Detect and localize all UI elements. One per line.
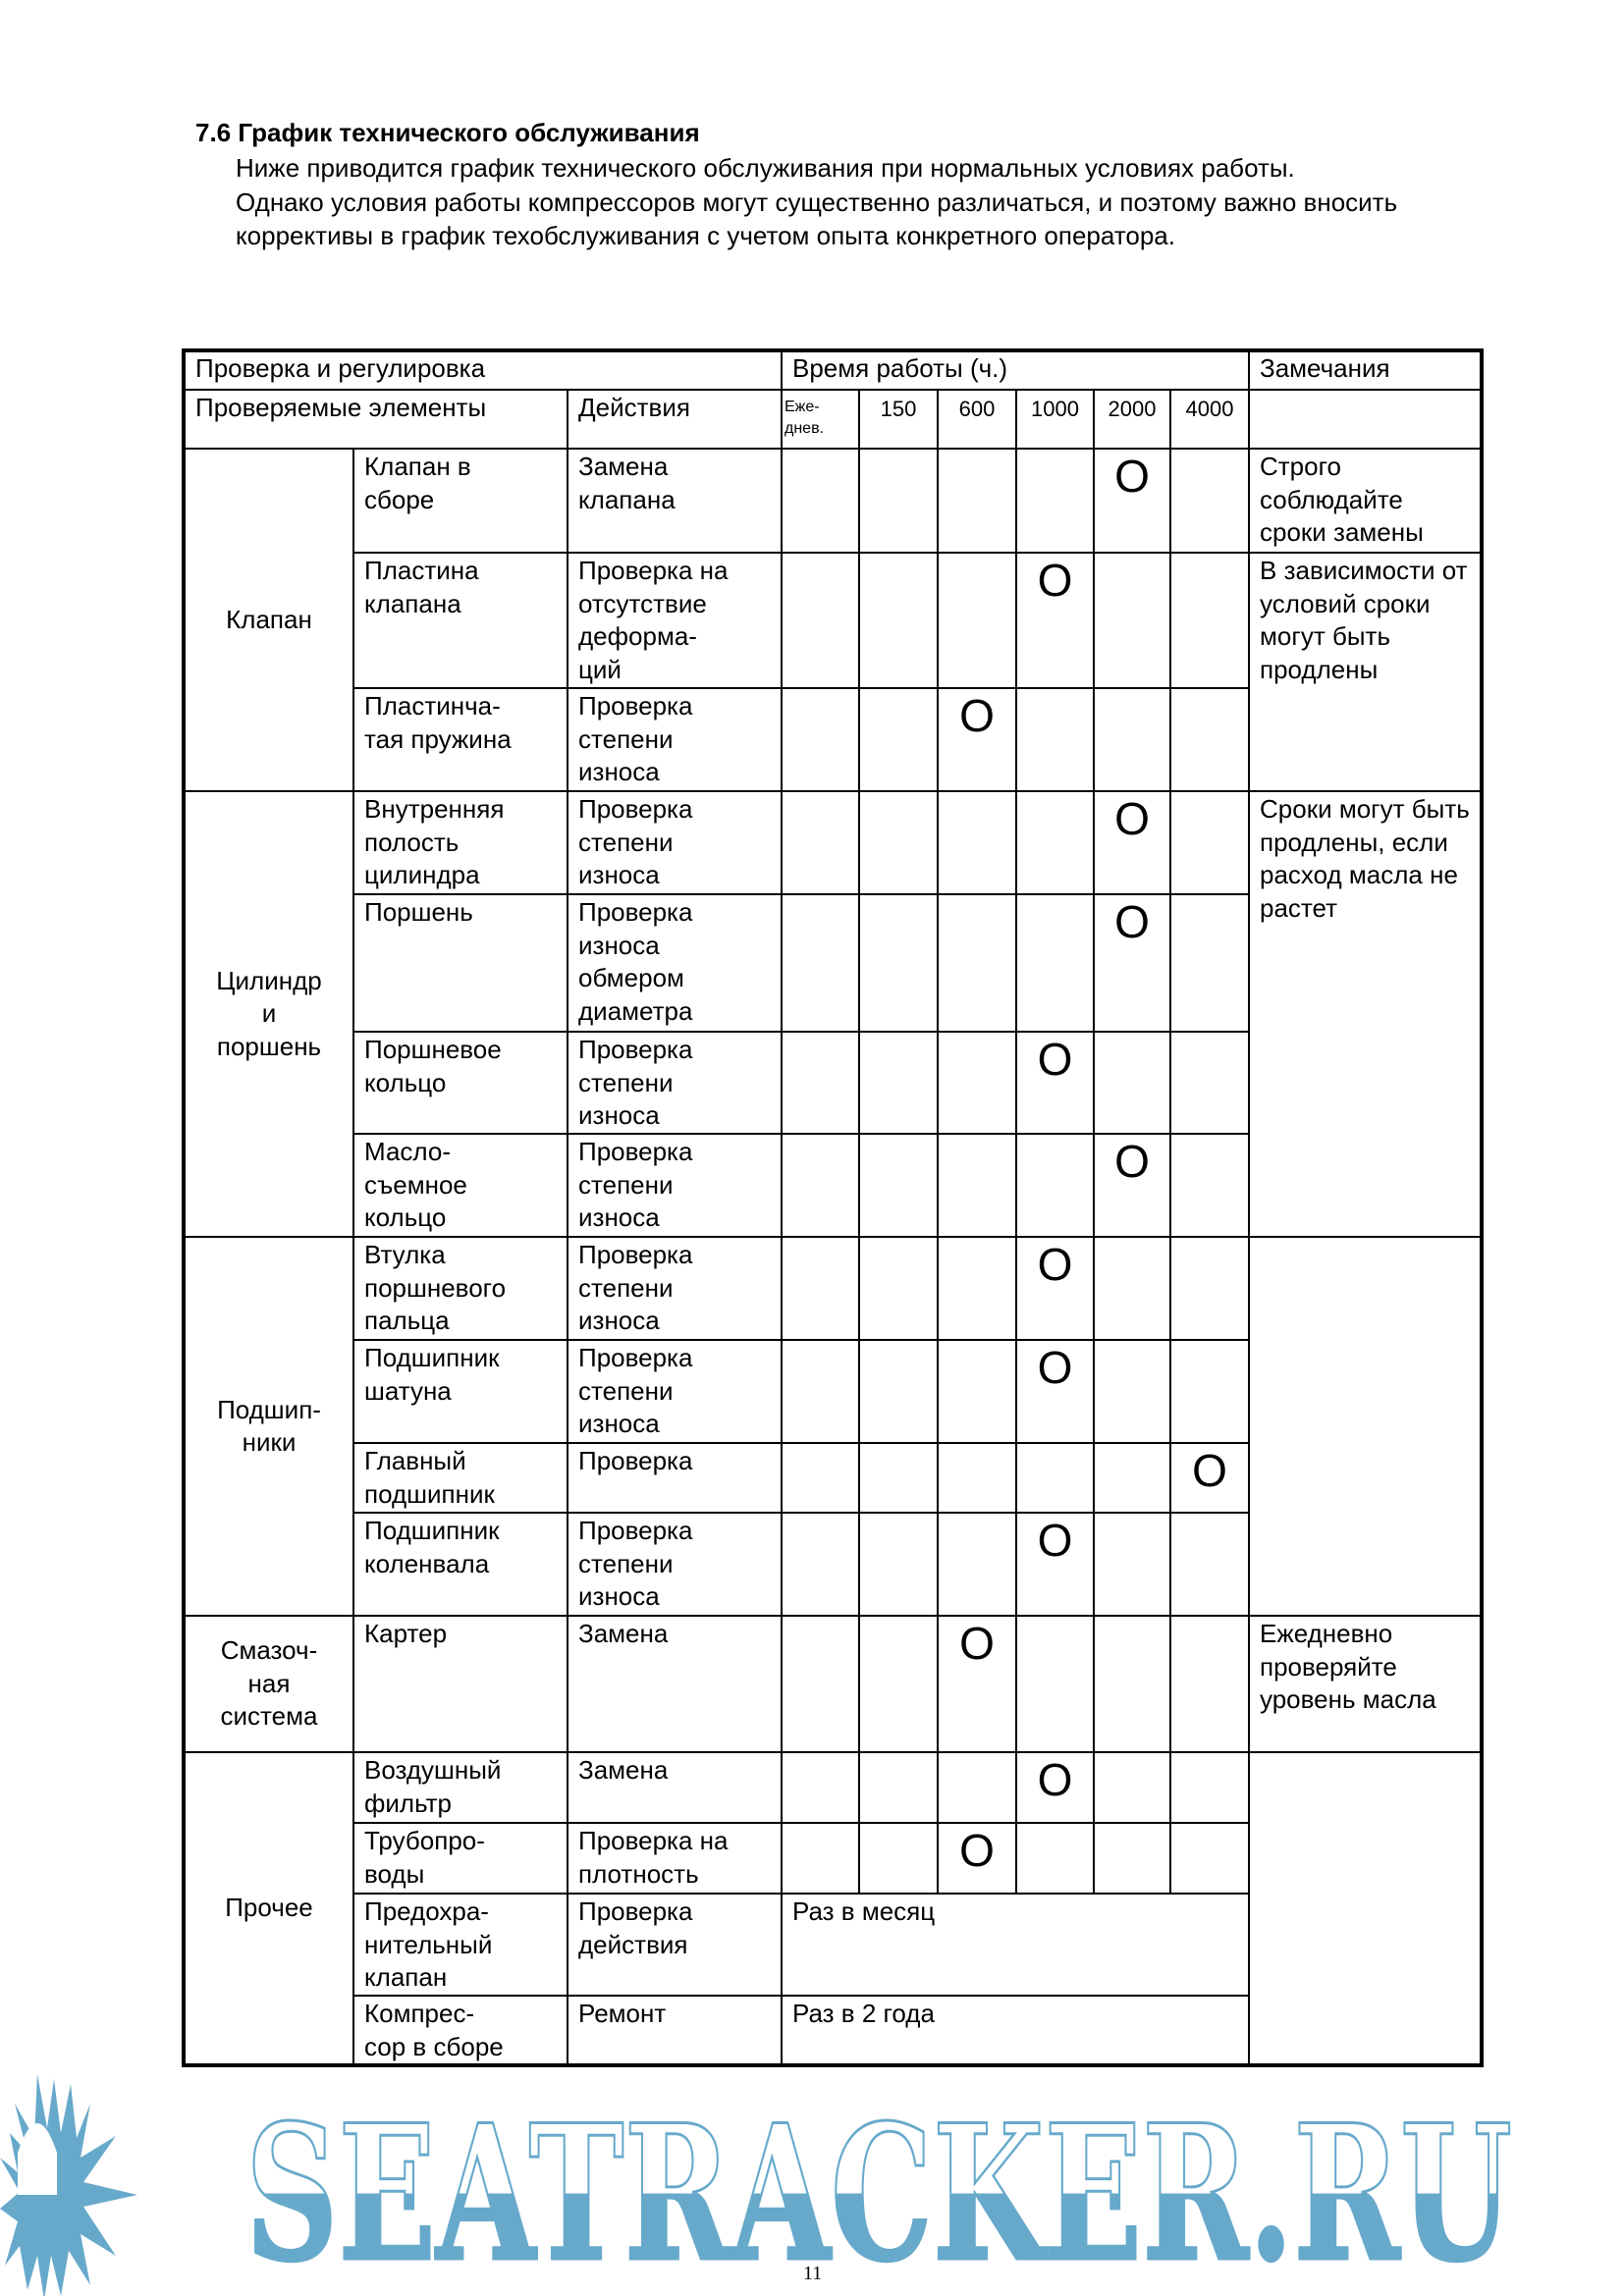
element-cell: Предохра- нительный клапан: [353, 1894, 568, 1996]
check-mark-icon: O: [1114, 793, 1150, 844]
check-mark-icon: O: [959, 1825, 995, 1876]
interval-cell: [782, 1032, 859, 1134]
action-cell: Проверка степени износа: [568, 688, 782, 791]
intro-text: [236, 151, 1453, 253]
interval-cell: [859, 1513, 938, 1616]
interval-cell: [1016, 1134, 1094, 1237]
interval-cell: [1016, 1032, 1094, 1134]
interval-cell: [1016, 553, 1094, 688]
header-remarks: Замечания: [1249, 350, 1482, 390]
header-elements: Проверяемые элементы: [184, 390, 568, 449]
group-name: Цилиндр и поршень: [184, 791, 353, 1237]
maintenance-schedule-table: [182, 348, 1484, 2067]
table-row: [184, 791, 1482, 894]
group-name: Прочее: [184, 1752, 353, 2065]
interval-cell: [938, 1237, 1016, 1340]
action-cell: Проверка на отсутствие деформа- ций: [568, 553, 782, 688]
check-mark-icon: O: [1037, 1239, 1073, 1290]
interval-cell: [782, 1513, 859, 1616]
interval-cell: [859, 1340, 938, 1443]
element-cell: Подшипник коленвала: [353, 1513, 568, 1616]
check-mark-icon: O: [1037, 1515, 1073, 1566]
interval-cell: [1094, 1237, 1170, 1340]
seatracker-watermark-logo: [0, 2059, 1623, 2296]
table-row: [184, 553, 1482, 688]
element-cell: Поршневое кольцо: [353, 1032, 568, 1134]
action-cell: Проверка степени износа: [568, 1237, 782, 1340]
remark-cell: [1249, 1752, 1482, 2065]
interval-cell: [1094, 791, 1170, 894]
interval-cell: [859, 553, 938, 688]
action-cell: Проверка степени износа: [568, 1340, 782, 1443]
interval-cell: [782, 1237, 859, 1340]
check-mark-icon: O: [1114, 1136, 1150, 1187]
interval-cell: [938, 688, 1016, 791]
interval-cell: [1016, 1513, 1094, 1616]
interval-cell: [782, 553, 859, 688]
interval-cell: [859, 1823, 938, 1894]
header-interval-1000: 1000: [1016, 390, 1094, 449]
action-cell: Замена клапана: [568, 449, 782, 553]
element-cell: Внутренняя полость цилиндра: [353, 791, 568, 894]
action-cell: Проверка: [568, 1443, 782, 1513]
action-cell: Проверка степени износа: [568, 1134, 782, 1237]
table-row: [184, 1237, 1482, 1340]
interval-cell: [1170, 1134, 1249, 1237]
period-cell: Раз в 2 года: [782, 1996, 1249, 2065]
remark-cell: Сроки могут быть продлены, если расход масла не растет: [1249, 791, 1482, 1237]
remark-cell: В зависимости от условий сроки могут быть продлены: [1249, 553, 1482, 791]
interval-cell: [938, 1340, 1016, 1443]
interval-cell: [938, 1032, 1016, 1134]
interval-cell: [1170, 1032, 1249, 1134]
element-cell: Масло- съемное кольцо: [353, 1134, 568, 1237]
element-cell: Втулка поршневого пальца: [353, 1237, 568, 1340]
interval-cell: [1016, 791, 1094, 894]
header-time: Время работы (ч.): [782, 350, 1249, 390]
interval-cell: [1170, 1443, 1249, 1513]
interval-cell: [782, 1752, 859, 1823]
intro-paragraph: Ниже приводится график технического обслуживания при нормальных условиях работы.: [236, 153, 1295, 183]
header-row-1: [184, 350, 1482, 390]
interval-cell: [938, 1616, 1016, 1752]
interval-cell: [1094, 553, 1170, 688]
element-cell: Картер: [353, 1616, 568, 1752]
element-cell: Подшипник шатуна: [353, 1340, 568, 1443]
interval-cell: [782, 1443, 859, 1513]
period-cell: Раз в месяц: [782, 1894, 1249, 1996]
action-cell: Проверка действия: [568, 1894, 782, 1996]
interval-cell: [1094, 449, 1170, 553]
table-row: [184, 449, 1482, 553]
interval-cell: [859, 1134, 938, 1237]
interval-cell: [782, 449, 859, 553]
interval-cell: [1094, 1340, 1170, 1443]
interval-cell: [938, 1823, 1016, 1894]
header-check: Проверка и регулировка: [184, 350, 782, 390]
header-interval-2000: 2000: [1094, 390, 1170, 449]
remark-cell: Строго соблюдайте сроки замены: [1249, 449, 1482, 553]
header-actions: Действия: [568, 390, 782, 449]
interval-cell: [1170, 894, 1249, 1032]
interval-cell: [1170, 1823, 1249, 1894]
header-interval-150: 150: [859, 390, 938, 449]
action-cell: Проверка износа обмером диаметра: [568, 894, 782, 1032]
interval-cell: [938, 1134, 1016, 1237]
interval-cell: [859, 449, 938, 553]
intro-paragraph: Однако условия работы компрессоров могут существенно различаться, и поэтому важно вносить коррективы в график техобслуживания с учетом опыта конкретного оператора.: [236, 187, 1398, 250]
interval-cell: [1016, 1443, 1094, 1513]
check-mark-icon: O: [1114, 451, 1150, 502]
interval-cell: [1016, 894, 1094, 1032]
interval-cell: [1016, 1823, 1094, 1894]
group-name: Клапан: [184, 449, 353, 791]
interval-cell: [782, 688, 859, 791]
interval-cell: [1016, 1616, 1094, 1752]
action-cell: Ремонт: [568, 1996, 782, 2065]
check-mark-icon: O: [1037, 1034, 1073, 1085]
action-cell: Проверка степени износа: [568, 1513, 782, 1616]
element-cell: Трубопро- воды: [353, 1823, 568, 1894]
interval-cell: [859, 688, 938, 791]
interval-cell: [938, 553, 1016, 688]
interval-cell: [1094, 1752, 1170, 1823]
interval-cell: [782, 1616, 859, 1752]
group-name: Смазоч- ная система: [184, 1616, 353, 1752]
check-mark-icon: O: [1037, 1754, 1073, 1805]
interval-cell: [1094, 1513, 1170, 1616]
interval-cell: [782, 1823, 859, 1894]
table-row: [184, 1752, 1482, 1823]
page-number: 11: [803, 2263, 823, 2284]
interval-cell: [1170, 1752, 1249, 1823]
interval-cell: [859, 791, 938, 894]
interval-cell: [859, 1752, 938, 1823]
check-mark-icon: O: [1114, 896, 1150, 947]
element-cell: Главный подшипник: [353, 1443, 568, 1513]
action-cell: Замена: [568, 1616, 782, 1752]
watermark-text: SEATRACKER.RU: [245, 2084, 1512, 2296]
interval-cell: [782, 894, 859, 1032]
interval-cell: [1016, 1237, 1094, 1340]
header-interval-600: 600: [938, 390, 1016, 449]
interval-cell: [1094, 1032, 1170, 1134]
section-heading: 7.6 График технического обслуживания: [195, 118, 700, 147]
interval-cell: [1094, 1616, 1170, 1752]
interval-cell: [1170, 1616, 1249, 1752]
table-row: [184, 1616, 1482, 1752]
interval-cell: [1094, 1134, 1170, 1237]
interval-cell: [1170, 791, 1249, 894]
interval-cell: [1094, 894, 1170, 1032]
action-cell: Проверка степени износа: [568, 791, 782, 894]
interval-cell: [1016, 1340, 1094, 1443]
remark-cell: Ежедневно проверяйте уровень масла: [1249, 1616, 1482, 1752]
interval-cell: [1094, 1823, 1170, 1894]
action-cell: Проверка на плотность: [568, 1823, 782, 1894]
interval-cell: [1016, 1752, 1094, 1823]
action-cell: Замена: [568, 1752, 782, 1823]
interval-cell: [1170, 688, 1249, 791]
interval-cell: [938, 449, 1016, 553]
interval-cell: [782, 1340, 859, 1443]
action-cell: Проверка степени износа: [568, 1032, 782, 1134]
remark-cell: [1249, 1237, 1482, 1616]
header-interval-daily: Еже- днев.: [782, 390, 859, 449]
header-row-2: [184, 390, 1482, 449]
interval-cell: [859, 894, 938, 1032]
header-interval-4000: 4000: [1170, 390, 1249, 449]
sun-icon: [0, 2074, 137, 2296]
element-cell: Пластина клапана: [353, 553, 568, 688]
interval-cell: [938, 1513, 1016, 1616]
interval-cell: [1094, 688, 1170, 791]
interval-cell: [1170, 449, 1249, 553]
interval-cell: [938, 894, 1016, 1032]
interval-cell: [1170, 1513, 1249, 1616]
check-mark-icon: O: [1037, 555, 1073, 606]
interval-cell: [859, 1032, 938, 1134]
interval-cell: [1170, 1237, 1249, 1340]
interval-cell: [1170, 553, 1249, 688]
interval-cell: [1170, 1340, 1249, 1443]
interval-cell: [1016, 688, 1094, 791]
interval-cell: [782, 1134, 859, 1237]
interval-cell: [1094, 1443, 1170, 1513]
element-cell: Пластинча- тая пружина: [353, 688, 568, 791]
interval-cell: [859, 1237, 938, 1340]
interval-cell: [782, 791, 859, 894]
element-cell: Поршень: [353, 894, 568, 1032]
interval-cell: [1016, 449, 1094, 553]
check-mark-icon: O: [1037, 1342, 1073, 1393]
check-mark-icon: O: [959, 1618, 995, 1669]
interval-cell: [859, 1616, 938, 1752]
element-cell: Воздушный фильтр: [353, 1752, 568, 1823]
interval-cell: [859, 1443, 938, 1513]
check-mark-icon: O: [959, 690, 995, 741]
group-name: Подшип- ники: [184, 1237, 353, 1616]
interval-cell: [938, 791, 1016, 894]
interval-cell: [938, 1752, 1016, 1823]
check-mark-icon: O: [1192, 1445, 1227, 1496]
element-cell: Клапан в сборе: [353, 449, 568, 553]
interval-cell: [938, 1443, 1016, 1513]
element-cell: Компрес- сор в сборе: [353, 1996, 568, 2065]
header-remarks-empty: [1249, 390, 1482, 449]
